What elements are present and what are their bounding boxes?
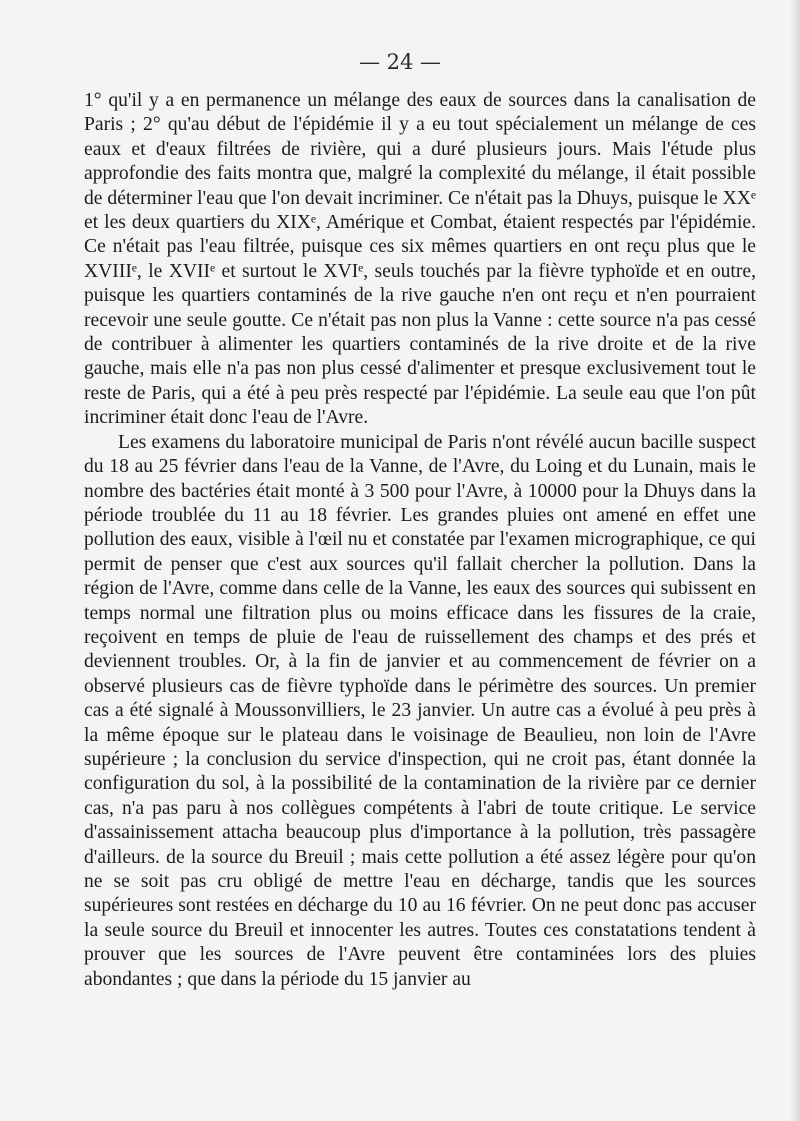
body-text — [84, 89, 756, 992]
paragraph-1: 1° qu'il y a en permanence un mélange des eaux de sources dans la canalisation de Paris ; 2° qu'au début de l'épidémie il y a eu tout spécialement un mélange de ces eaux et d'eaux filtrées de rivière, qui a duré plusieurs jours. Mais l'étude plus approfondie des faits montra que, malgré la complexité du mélange, il était possible de déterminer l'eau que l'on devait incriminer. Ce n'était pas la Dhuys, puisque le XXᵉ et les deux quartiers du XIXᵉ, Amérique et Combat, étaient respectés par l'épidémie. Ce n'était pas l'eau filtrée, puisque ces six mêmes quartiers en ont reçu plus que le XVIIIᵉ, le XVIIᵉ et surtout le XVIᵉ, seuls touchés par la fièvre typhoïde et en outre, puisque les quartiers contaminés de la rive gauche n'en ont reçu et n'en pourraient recevoir une seule goutte. Ce n'était pas non plus la Vanne : cette source n'a pas cessé de contribuer à alimenter les quartiers contaminés de la rive droite et de la rive gauche, mais elle n'a pas non plus cessé d'alimenter et presque exclusivement tout le reste de Paris, qui a été à peu près respecté par l'épidémie. La seule eau que l'on pût incriminer était donc l'eau de l'Avre. — [84, 90, 756, 429]
page-number: — 24 — — [358, 50, 442, 74]
page-edge-shadow — [790, 0, 800, 1121]
paragraph-2: Les examens du laboratoire municipal de Paris n'ont révélé aucun bacille suspect du 18 au 25 février dans l'eau de la Vanne, de l'Avre, du Loing et du Lunain, mais le nombre des bactéries était monté à 3 500 pour l'Avre, à 10000 pour la Dhuys dans la période troublée du 11 au 18 février. Les grandes pluies ont amené en effet une pollution des eaux, visible à l'œil nu et constatée par l'examen micrographique, ce qui permit de penser que c'est aux sources qu'il fallait chercher la pollution. Dans la région de l'Avre, comme dans celle de la Vanne, les eaux des sources qui subissent en temps normal une filtration plus ou moins efficace dans les fissures de la craie, reçoivent en temps de pluie de l'eau de ruissellement des champs et des prés et deviennent troubles. Or, à la fin de janvier et au commencement de février on a observé plusieurs cas de fièvre typhoïde dans le périmètre des sources. Un premier cas a été signalé à Moussonvilliers, le 23 janvier. Un autre cas a évolué à peu près à la même époque sur le plateau dans le voisinage de Beaulieu, non loin de l'Avre supérieure ; la conclusion du service d'inspection, qui ne croit pas, étant donnée la configuration du sol, à la possibilité de la contamination de la rivière par ce dernier cas, n'a pas paru à nos collègues compétents à l'abri de toute critique. Le service d'assainissement attacha beaucoup plus d'importance à la pollution, très passagère d'ailleurs. de la source du Breuil ; mais cette pollution a été assez légère pour qu'on ne se soit pas cru obligé de mettre l'eau en décharge, tandis que les sources supérieures sont restées en décharge du 10 au 16 février. On ne peut donc pas accuser la seule source du Breuil et innocenter les autres. Toutes ces constatations tendent à prouver que les sources de l'Avre peuvent être contaminées lors des pluies abondantes ; que dans la période du 15 janvier au — [84, 431, 756, 990]
